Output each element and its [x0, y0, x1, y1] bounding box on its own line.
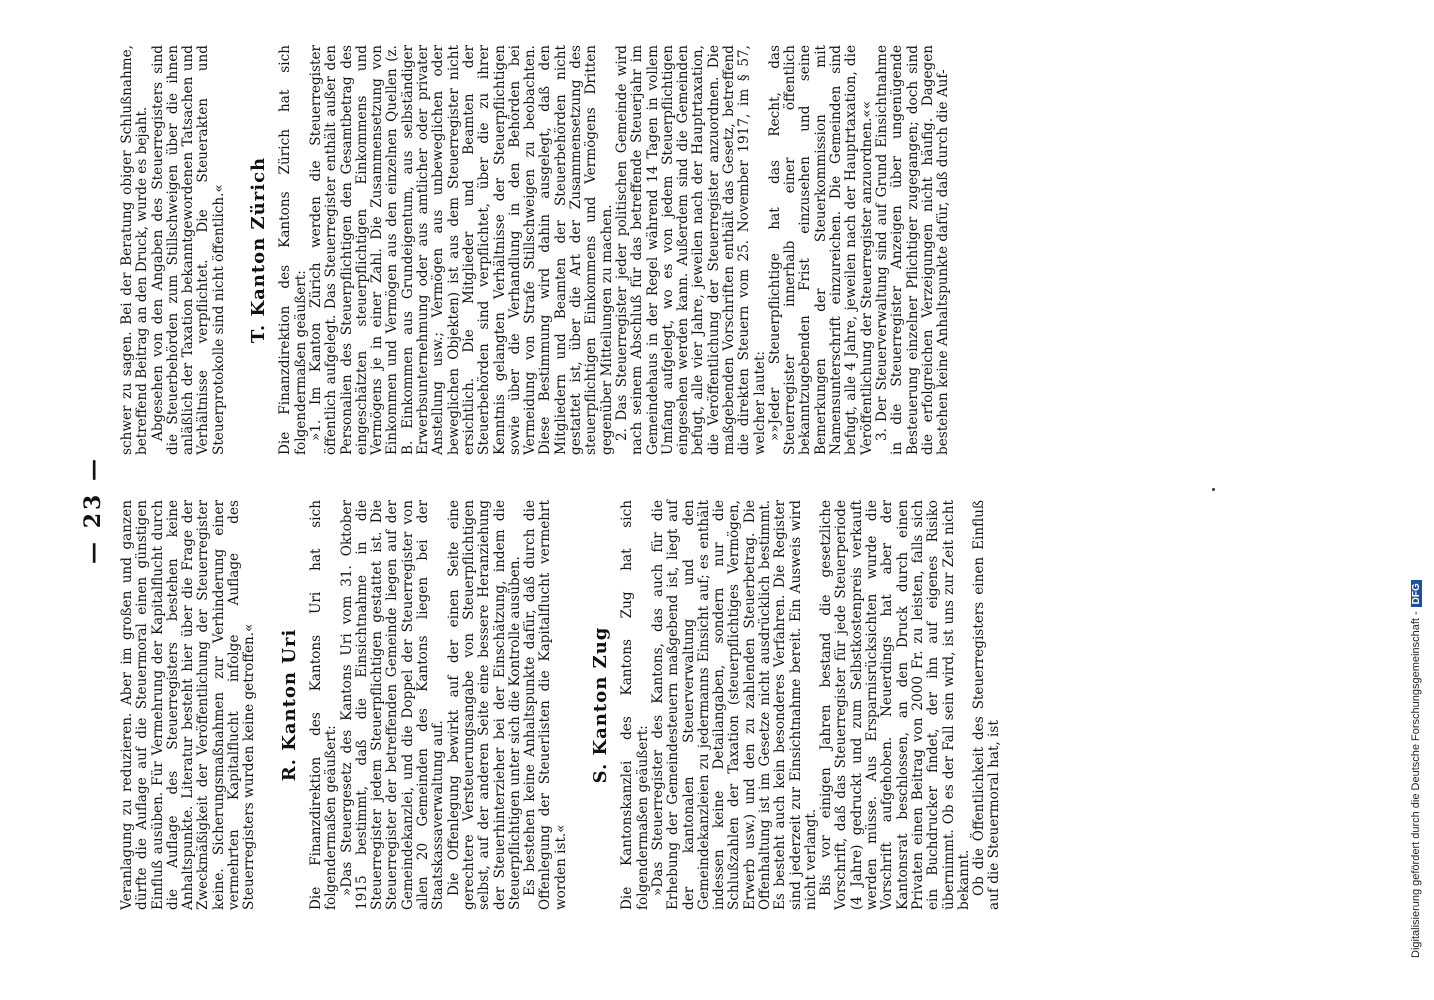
paragraph: Ob die Öffentlichkeit des Steuerregisters einen Einfluß auf die Steuermoral hat, ist: [971, 500, 1003, 910]
paragraph: Die Offenlegung bewirkt auf der einen Seite eine gerechtere Versteuerungsangabe von Steuerpflichtigen selbst, auf der anderen Seite eine bessere Heranziehung der Steuerhinterzieher bei der Einschätzung, indem die Steuerpflichtigen unter sich die Kontrolle ausüben.: [445, 500, 523, 910]
scanned-page: [60, 40, 1390, 980]
paragraph: 3. Der Steuerverwaltung sind auf Grund Einsichtnahme in die Steuerregister Anzeigen über ungenügende Besteuerung einzelner Pflichtiger zugegangen; doch sind die erfolgreichen Verzeigungen nicht häufig. Dagegen bestehen keine Anhaltspunkte dafür, daß durch die Auf-: [873, 45, 952, 455]
paragraph: »1. Im Kanton Zürich werden die Steuerregister öffentlich aufgelegt. Das Steuerregister enthält außer den Personalien des Steuerpflichtigen den Gesamtbetrag des eingeschätzten steuerpflichtigen Einkommens und Vermögens je in einer Zahl. Die Zusammensetzung von Einkommen und Vermögen aus den einzelnen Quellen (z. B. Einkommen aus Grundeigentum, aus selbständiger Erwerbsunternehmung oder aus amtlicher oder privater Anstellung usw.; Vermögen aus unbeweglichen oder beweglichen Objekten) ist aus dem Steuerregister nicht ersichtlich. Die Mitglieder und Beamten der Steuerbehörden sind verpflichtet, über die zu ihrer Kenntnis gelangten Verhältnisse der Steuerpflichtigen sowie über die Verhandlung in den Behörden bei Vermeidung von Strafe Stillschweigen zu beobachten. Diese Bestimmung wird dahin ausgelegt, daß den Mitgliedern und Beamten der Steuerbehörden nicht gestattet ist, über die Art der Zusammensetzung des steuerpflichtigen Einkommens und Vermögens Dritten gegenüber Mitteilungen zu machen.: [307, 45, 615, 455]
right-text-column: [120, 45, 951, 455]
paragraph: »»Jeder Steuerpflichtige hat das Recht, das Steuerregister innerhalb einer öffentlich bekanntzugebenden Frist einzusehen und seine Bemerkungen der Steuerkommission mit Namensunterschrift einzureichen. Die Gemeinden sind befugt, alle 4 Jahre, jeweilen nach der Hauptrtaxation, die Veröffentlichung der Steuerregister anzuordnen.««: [766, 45, 875, 455]
paragraph: schwer zu sagen. Bei der Beratung obiger Schlußnahme, betreffend Beitrag an den Druck, wurde es bejaht.: [119, 45, 151, 455]
paragraph: »Das Steuergesetz des Kantons Uri vom 31. Oktober 1915 bestimmt, daß die Einsichtnahme in die Steuerregister jedem Steuerpflichtigen gestattet ist. Die Steuerregister der betreffenden Gemeinde liegen auf der Gemeindekanzlei, und die Doppel der Steuerregister von allen 20 Gemeinden des Kantons liegen bei der Staatskassaverwaltung auf.: [338, 500, 447, 910]
paragraph: »Das Steuerregister des Kantons, das auch für die Erhebung der Gemeindesteuern maßgebend ist, liegt auf der kantonalen Steuerverwaltung und den Gemeindekanzleien zu jedermanns Einsicht auf; es enthält indessen keine Detailangaben, sondern nur die Schlußzahlen der Taxation (steuerpflichtiges Vermögen, Erwerb usw.) und den zu zahlenden Steuerbetrag. Die Offenhaltung ist im Gesetze nicht ausdrücklich bestimmt. Es besteht auch kein besonderes Verfahren. Die Register sind jederzeit zur Einsichtnahme bereit. Ein Ausweis wird nicht verlangt.: [649, 500, 819, 910]
paragraph: 2. Das Steuerregister jeder politischen Gemeinde wird nach seinem Abschluß für das betreffende Steuerjahr im Gemeindehaus in der Regel während 14 Tagen in vollem Umfang aufgelegt, wo es von jedem Steuerpflichtigen eingesehen werden kann. Außerdem sind die Gemeinden befugt, alle vier Jahre, jeweilen nach der Hauptrtaxation, die Veröffentlichung der Steuerregister anzuordnen. Die maßgebenden Vorschriften enthält das Gesetz, betreffend die direkten Steuern vom 25. November 1917, im § 57, welcher lautet:: [613, 45, 768, 455]
speck-mark: [1212, 488, 1215, 491]
paragraph: Die Finanzdirektion des Kantons Uri hat sich folgendermaßen geäußert:: [307, 500, 340, 910]
dfg-logo-icon: DFG: [1411, 580, 1422, 607]
side-credit: [1410, 8, 1428, 988]
paragraph: Bis vor einigen Jahren bestand die gesetzliche Vorschrift, daß das Steuerregister für jede Steuerperiode (4 Jahre) gedruckt und zum Selbstkostenpreis verkauft werden müsse. Aus Ersparnisrücksichten wurde die Vorschrift aufgehoben. Neuerdings hat aber der Kantonsrat beschlossen, an den Druck durch einen Privaten einen Beitrag von 2000 Fr. zu leisten, falls sich ein Buchdrucker findet, der ihn auf eigenes Risiko übernimmt. Ob es der Fall sein wird, ist uns zur Zeit nicht bekannt.: [818, 500, 972, 910]
side-credit-text: [1410, 8, 1428, 958]
paragraph: Die Kantonskanzlei des Kantons Zug hat sich folgendermaßen geäußert:: [619, 500, 651, 910]
left-text-column: [120, 500, 1003, 910]
side-credit-label: Digitalisierung gefördert durch die Deutsche Forschungsgemeinschaft -: [1410, 611, 1422, 958]
rotated-page-content: [60, 40, 1390, 980]
paragraph: Die Finanzdirektion des Kantons Zürich hat sich folgendermaßen geäußert:: [277, 45, 309, 455]
paragraph: Abgesehen von den Angaben des Steuerregisters sind die Steuerbehörden zum Stillschweigen über die ihnen anläßlich der Taxation bekanntgewordenen Tatsachen und Verhältnisse verpflichtet. Die Steuerakten und Steuerprotokolle sind nicht öffentlich.«: [149, 45, 227, 455]
section-heading: S. Kanton Zug: [590, 626, 612, 784]
paragraph: Es bestehen keine Anhaltspunkte dafür, daß durch die Offenlegung der Steuerlisten die Kapitalflucht vermehrt worden ist.«: [522, 500, 569, 910]
page-number-header: — 23 —: [80, 456, 106, 564]
section-heading: T. Kanton Zürich: [248, 156, 270, 344]
paragraph: Veranlagung zu reduzieren. Aber im großen und ganzen dürfte die Auflage auf die Steuermoral einen günstigen Einfluß ausüben. Für Vermehrung der Kapitalflucht durch die Auflage des Steuerregisters bestehen keine Anhaltspunkte. Literatur besteht hier über die Frage der Zweckmäßigkeit der Veröffentlichung der Steuerregister keine. Sicherungsmaßnahmen zur Verhinderung einer vermehrten Kapitalflucht infolge Auflage des Steuerregisters wurden keine getroffen.«: [119, 500, 258, 910]
section-heading: R. Kanton Uri: [278, 628, 300, 782]
